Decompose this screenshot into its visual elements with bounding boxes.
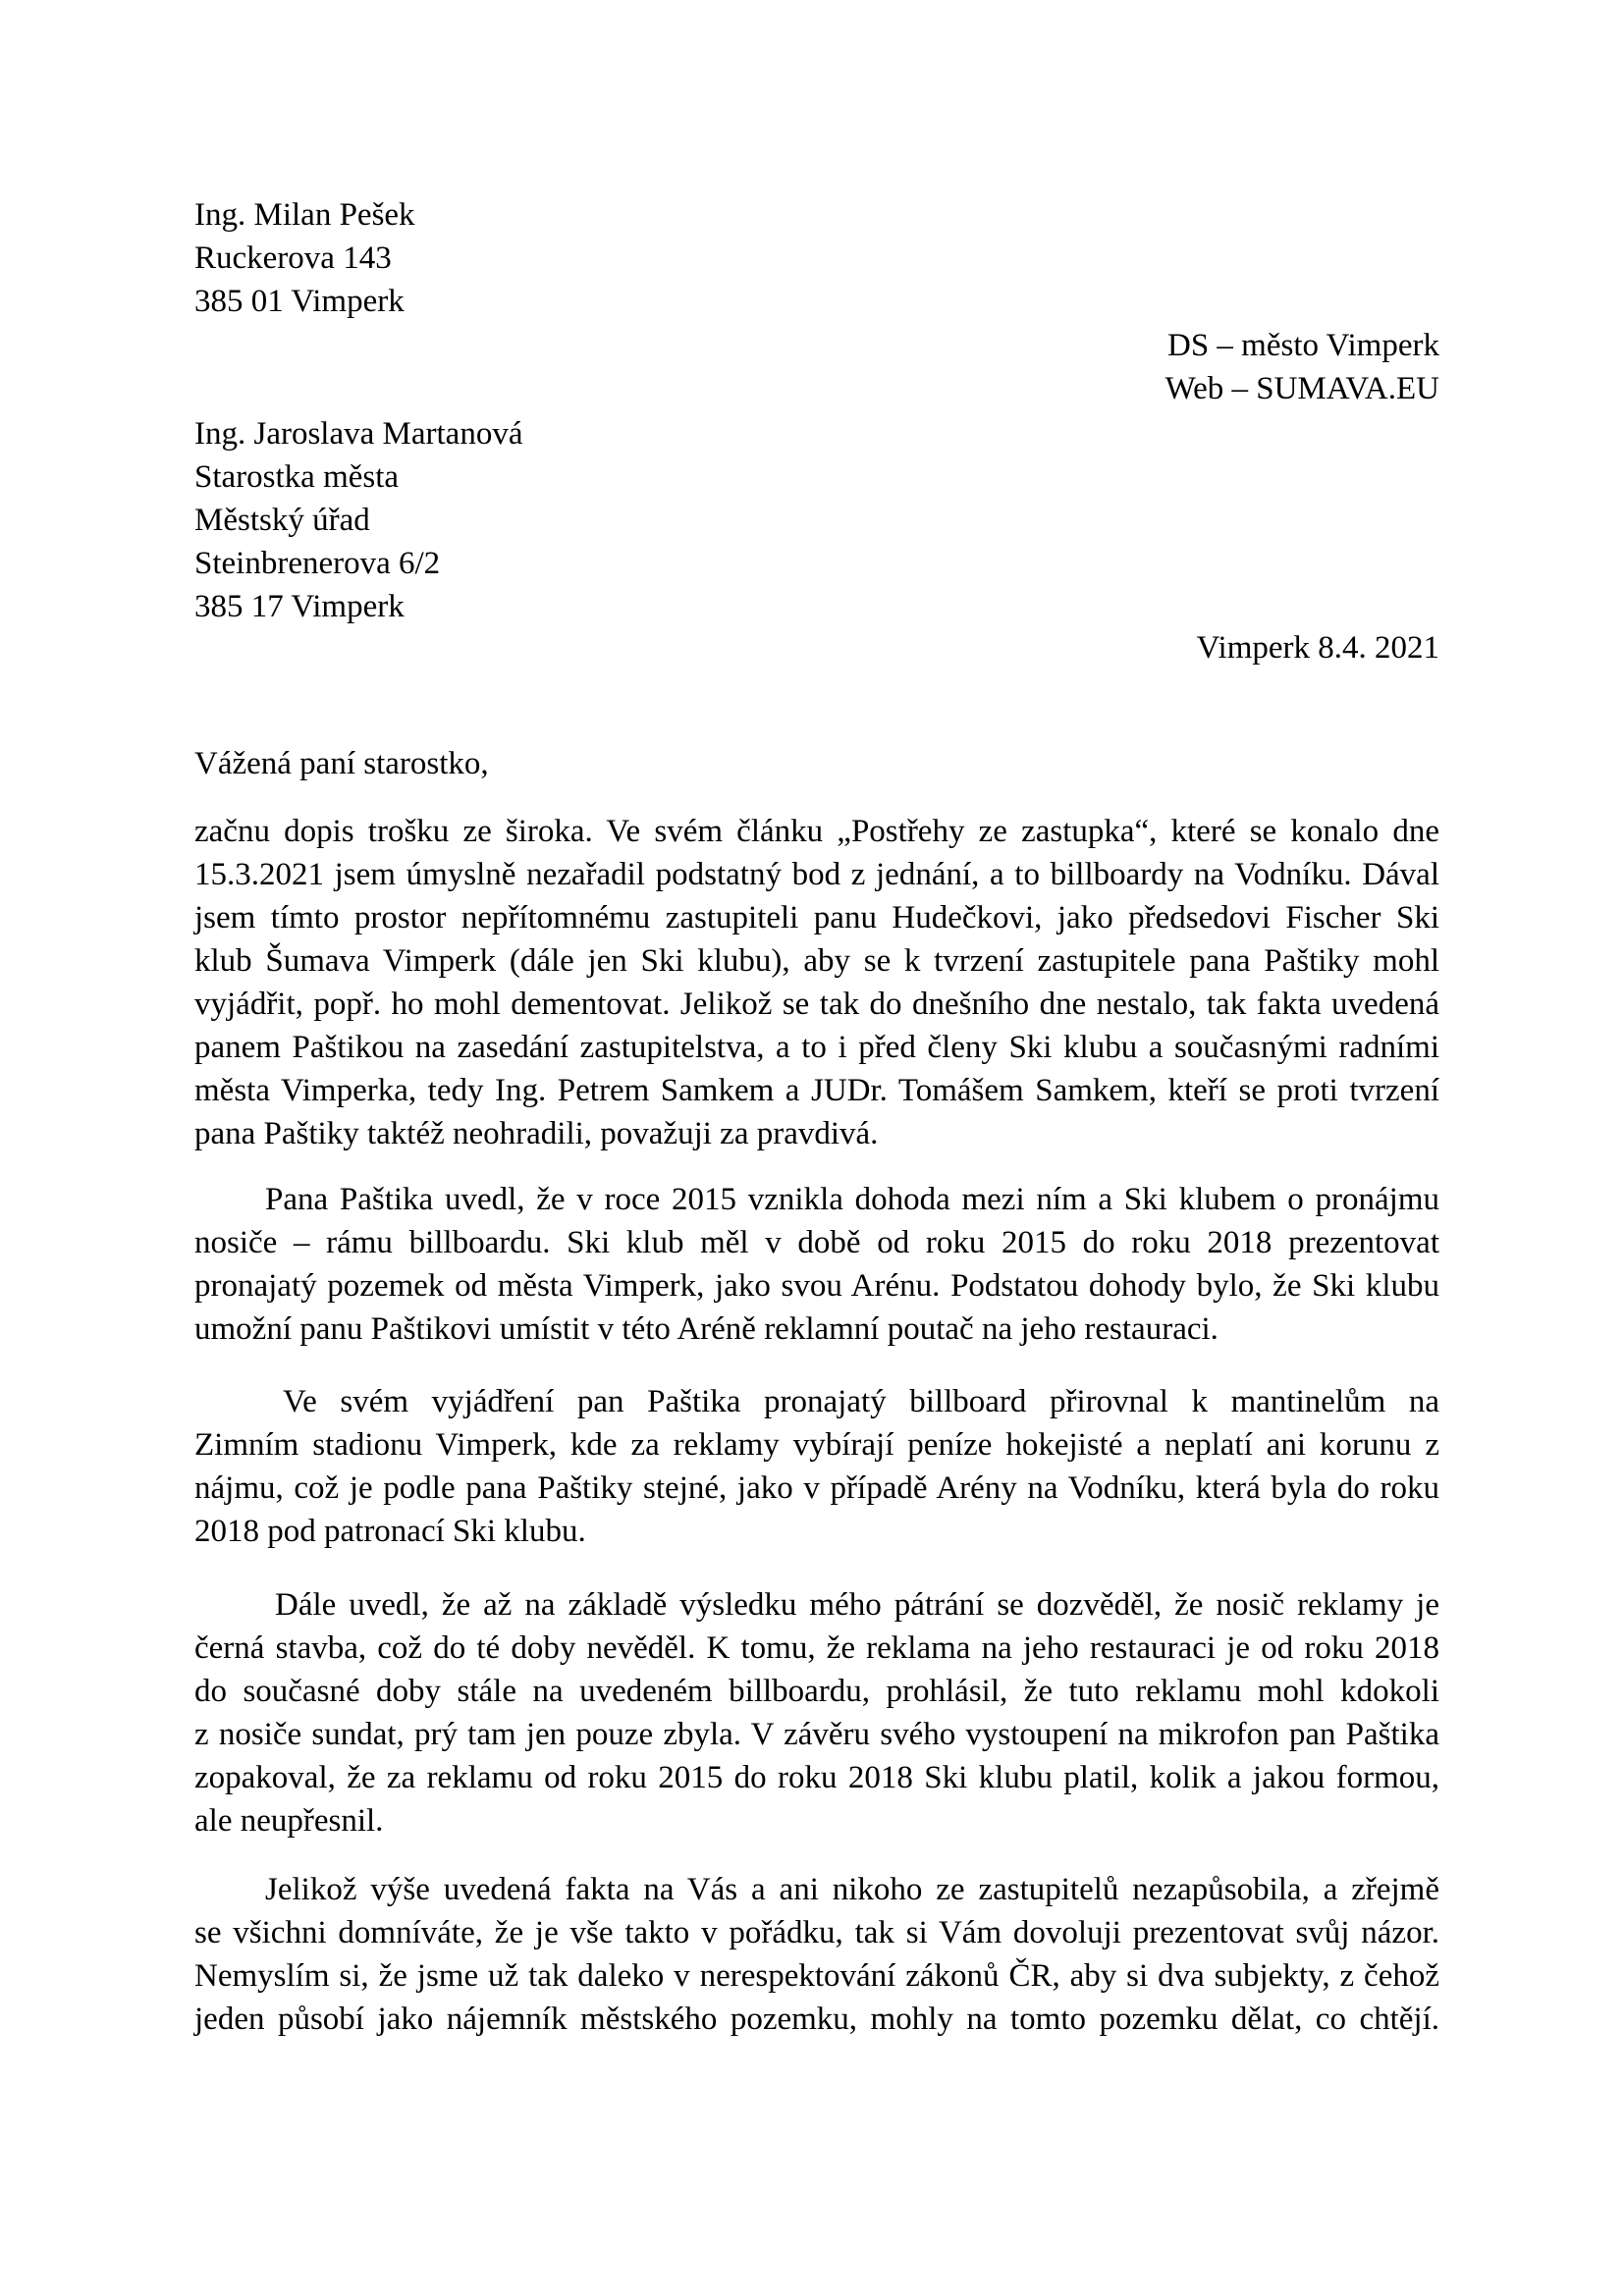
paragraph-line: se všichni domníváte, že je vše takto v pořádku, tak si Vám dovoluji prezentovat svůj názor. (194, 1915, 1439, 1950)
paragraph-line: z nosiče sundat, prý tam jen pouze zbyla. V závěru svého vystoupení na mikrofon pan Paštika (194, 1717, 1439, 1752)
paragraph-2 (194, 1178, 1439, 1351)
paragraph-line: umožní panu Paštikovi umístit v této Aréně reklamní poutač na jeho restauraci. (194, 1311, 1218, 1347)
paragraph-4 (194, 1583, 1439, 1842)
paragraph-line: klub Šumava Vimperk (dále jen Ski klubu), aby se k tvrzení zastupitele pana Paštiky mohl (194, 943, 1439, 979)
recipient-city: 385 17 Vimperk (194, 589, 405, 624)
recipient-street: Steinbrenerova 6/2 (194, 546, 441, 581)
sender-city: 385 01 Vimperk (194, 284, 405, 319)
paragraph-line: jeden působí jako nájemník městského pozemku, mohly na tomto pozemku dělat, co chtějí. (194, 2002, 1439, 2037)
paragraph-5 (194, 1868, 1439, 2041)
paragraph-line: černá stavba, což do té doby nevěděl. K tomu, že reklama na jeho restauraci je od roku 2018 (194, 1630, 1439, 1666)
paragraph-line: Ve svém vyjádření pan Paštika pronajatý billboard přirovnal k mantinelům na (283, 1384, 1439, 1419)
paragraph-line: do současné doby stále na uvedeném billboardu, prohlásil, že tuto reklamu mohl kdokoli (194, 1674, 1439, 1709)
paragraph-line: začnu dopis trošku ze široka. Ve svém článku „Postřehy ze zastupka“, které se konalo dne (194, 814, 1439, 849)
paragraph-line: Dále uvedl, že až na základě výsledku mého pátrání se dozvěděl, že nosič reklamy je (275, 1587, 1439, 1623)
recipient-name: Ing. Jaroslava Martanová (194, 416, 523, 452)
paragraph-line: zopakoval, že za reklamu od roku 2015 do roku 2018 Ski klubu platil, kolik a jakou formou, (194, 1760, 1439, 1795)
paragraph-line: pronajatý pozemek od města Vimperk, jako svou Arénu. Podstatou dohody bylo, že Ski klubu (194, 1268, 1439, 1304)
recipient-office: Městský úřad (194, 503, 370, 538)
paragraph-line: jsem tímto prostor nepřítomnému zastupiteli panu Hudečkovi, jako předsedovi Fischer Ski (194, 900, 1439, 935)
delivery-info (1165, 324, 1439, 410)
paragraph-line: Jelikož výše uvedená fakta na Vás a ani nikoho ze zastupitelů nezapůsobila, a zřejmě (265, 1872, 1439, 1907)
paragraph-line: Nemyslím si, že jsme už tak daleko v nerespektování zákonů ČR, aby si dva subjekty, z čehož (194, 1958, 1439, 1994)
recipient-address (194, 412, 522, 628)
paragraph-line: ale neupřesnil. (194, 1803, 384, 1839)
salutation (194, 742, 489, 785)
paragraph-line: vyjádřit, popř. ho mohl dementovat. Jelikož se tak do dnešního dne nestalo, tak fakta uvedená (194, 987, 1439, 1022)
paragraph-line: nosiče – rámu billboardu. Ski klub měl v době od roku 2015 do roku 2018 prezentovat (194, 1225, 1439, 1260)
paragraph-line: 2018 pod patronací Ski klubu. (194, 1514, 586, 1549)
recipient-title: Starostka města (194, 459, 400, 495)
delivery-line-2: Web – SUMAVA.EU (1164, 371, 1439, 406)
paragraph-line: panem Paštikou na zasedání zastupitelstva, a to i před členy Ski klubu a současnými radními (194, 1030, 1439, 1065)
paragraph-line: Zimním stadionu Vimperk, kde za reklamy vybírají peníze hokejisté a neplatí ani korunu z (194, 1427, 1439, 1463)
paragraph-line: Pana Paštika uvedl, že v roce 2015 vznikla dohoda mezi ním a Ski klubem o pronájmu (265, 1182, 1439, 1217)
paragraph-line: nájmu, což je podle pana Paštiky stejné, jako v případě Arény na Vodníku, která byla do roku (194, 1470, 1439, 1506)
sender-name: Ing. Milan Pešek (194, 197, 415, 233)
paragraph-3 (194, 1380, 1439, 1553)
date-text: Vimperk 8.4. 2021 (1196, 630, 1439, 666)
paragraph-line: města Vimperka, tedy Ing. Petrem Samkem a JUDr. Tomášem Samkem, kteří se proti tvrzení (194, 1073, 1439, 1108)
paragraph-line: 15.3.2021 jsem úmyslně nezařadil podstatný bod z jednání, a to billboardy na Vodníku. Dával (194, 857, 1439, 892)
paragraph-line: pana Paštiky taktéž neohradili, považuji za pravdivá. (194, 1116, 879, 1151)
sender-address (194, 193, 415, 323)
sender-street: Ruckerova 143 (194, 240, 392, 276)
letter-date (1197, 626, 1439, 669)
salutation-text: Vážená paní starostko, (194, 746, 489, 781)
paragraph-1 (194, 810, 1439, 1155)
delivery-line-1: DS – město Vimperk (1167, 328, 1439, 363)
